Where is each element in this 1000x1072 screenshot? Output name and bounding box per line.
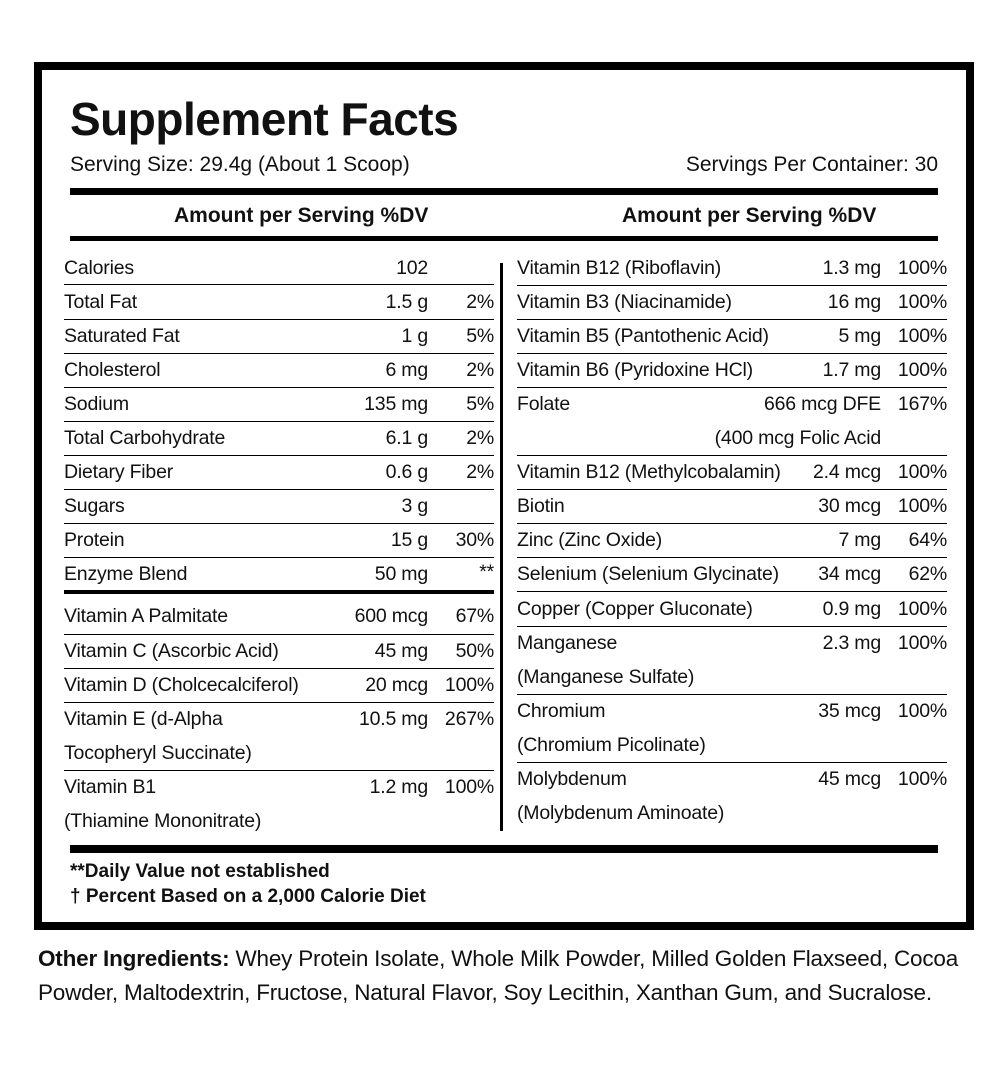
nutrient-row [517, 388, 947, 456]
nutrient-amount: 135 mg [364, 393, 428, 415]
nutrient-name: Enzyme Blend [64, 563, 188, 585]
nutrient-name: Total Carbohydrate [64, 427, 226, 449]
nutrient-dv: 2% [466, 359, 494, 381]
nutrient-amount: 50 mg [374, 563, 428, 585]
nutrient-row [517, 558, 947, 592]
nutrient-dv: 100% [897, 768, 947, 790]
top-thick-rule [70, 188, 938, 195]
supplement-facts-panel [34, 62, 974, 930]
nutrient-row [517, 354, 947, 388]
nutrient-name: Chromium [517, 700, 606, 722]
nutrient-name: Vitamin B3 (Niacinamide) [517, 291, 732, 313]
nutrient-amount: 10.5 mg [358, 708, 428, 730]
nutrient-name: Vitamin A Palmitate [64, 605, 228, 627]
column-divider [500, 263, 503, 831]
nutrient-dv: 100% [897, 598, 947, 620]
nutrient-row [64, 490, 494, 524]
nutrient-name: Saturated Fat [64, 325, 180, 347]
nutrient-row [517, 252, 947, 286]
nutrient-amount: 3 g [401, 495, 428, 517]
other-ingredients-text: Whey Protein Isolate, Whole Milk Powder, Milled Golden Flaxseed, Cocoa Powder, Maltodextrin, Fructose, Natural Flavor, Soy Lecithin, Xanthan Gum, and Sucralose. [38, 946, 959, 1005]
footer-thick-rule [70, 845, 938, 853]
nutrient-amount: 600 mcg [354, 605, 428, 627]
nutrient-row [64, 595, 494, 635]
nutrient-row [64, 635, 494, 669]
nutrient-name: Molybdenum [517, 768, 627, 790]
nutrient-amount: 7 mg [838, 529, 881, 551]
nutrient-name-line2: Tocopheryl Succinate) [64, 742, 252, 764]
nutrient-amount: 35 mcg [818, 700, 881, 722]
nutrient-name: Calories [64, 257, 134, 279]
nutrient-row [64, 669, 494, 703]
nutrient-row [517, 592, 947, 627]
nutrient-row [64, 354, 494, 388]
nutrient-row [64, 286, 494, 320]
nutrient-name: Vitamin B6 (Pyridoxine HCl) [517, 359, 753, 381]
nutrient-amount: 34 mcg [818, 563, 881, 585]
nutrient-amount: 45 mg [374, 640, 428, 662]
nutrient-name: Protein [64, 529, 125, 551]
nutrient-name-line2: (Molybdenum Aminoate) [517, 802, 725, 824]
serving-size: Serving Size: 29.4g (About 1 Scoop) [70, 153, 410, 176]
nutrient-dv: ** [479, 561, 494, 583]
nutrient-dv: 50% [455, 640, 494, 662]
nutrient-name: Vitamin D (Cholcecalciferol) [64, 674, 299, 696]
right-header-dv: %DV [828, 204, 877, 227]
left-header-amount: Amount per Serving [174, 204, 375, 227]
nutrient-row [64, 703, 494, 771]
nutrient-row [517, 490, 947, 524]
nutrient-amount: 1.2 mg [369, 776, 428, 798]
nutrient-amount: 16 mg [827, 291, 881, 313]
nutrient-row [517, 456, 947, 490]
nutrient-amount: 1.7 mg [822, 359, 881, 381]
nutrient-name: Folate [517, 393, 570, 415]
nutrient-row [517, 763, 947, 831]
nutrient-amount: 666 mcg DFE [763, 393, 881, 415]
nutrient-name: Vitamin B12 (Riboflavin) [517, 257, 722, 279]
nutrient-row [517, 695, 947, 763]
nutrient-name: Manganese [517, 632, 618, 654]
nutrient-row [64, 320, 494, 354]
nutrient-name-line2: (Manganese Sulfate) [517, 666, 695, 688]
nutrient-dv: 100% [897, 291, 947, 313]
footnote-percent-based: † Percent Based on a 2,000 Calorie Diet [70, 886, 426, 907]
nutrient-amount: 45 mcg [818, 768, 881, 790]
nutrient-dv: 2% [466, 427, 494, 449]
nutrient-amount: 1 g [401, 325, 428, 347]
nutrient-dv: 100% [444, 674, 494, 696]
nutrient-name: Dietary Fiber [64, 461, 174, 483]
nutrient-row [64, 252, 494, 285]
nutrient-amount: 1.3 mg [822, 257, 881, 279]
nutrient-name-line2: (Chromium Picolinate) [517, 734, 706, 756]
nutrient-dv: 2% [466, 461, 494, 483]
nutrient-name: Cholesterol [64, 359, 161, 381]
nutrient-dv: 62% [908, 563, 947, 585]
nutrient-name: Zinc (Zinc Oxide) [517, 529, 663, 551]
nutrient-dv: 5% [466, 393, 494, 415]
nutrient-dv: 100% [897, 257, 947, 279]
nutrient-amount: 30 mcg [818, 495, 881, 517]
nutrient-name: Vitamin E (d-Alpha [64, 708, 223, 730]
nutrient-row [517, 524, 947, 558]
nutrient-name: Biotin [517, 495, 565, 517]
other-ingredients [38, 942, 968, 1010]
nutrient-row [517, 320, 947, 354]
nutrient-dv: 67% [455, 605, 494, 627]
nutrient-dv: 30% [455, 529, 494, 551]
nutrient-dv: 167% [897, 393, 947, 415]
nutrient-dv: 100% [897, 495, 947, 517]
nutrient-name-line2: (Thiamine Mononitrate) [64, 810, 262, 832]
nutrient-amount: 6 mg [385, 359, 428, 381]
nutrient-name: Vitamin B12 (Methylcobalamin) [517, 461, 781, 483]
nutrient-amount: 2.4 mcg [813, 461, 881, 483]
nutrient-dv: 64% [908, 529, 947, 551]
nutrient-row [517, 627, 947, 695]
servings-per-container: Servings Per Container: 30 [685, 153, 938, 176]
other-ingredients-label: Other Ingredients: [38, 946, 230, 971]
nutrient-row [64, 771, 494, 839]
nutrient-amount-line2: (400 mcg Folic Acid [714, 427, 881, 449]
nutrient-dv: 100% [897, 461, 947, 483]
nutrient-row [64, 558, 494, 594]
nutrient-name: Total Fat [64, 291, 137, 313]
nutrient-name: Sodium [64, 393, 129, 415]
nutrient-row [64, 422, 494, 456]
nutrient-amount: 5 mg [838, 325, 881, 347]
nutrient-dv: 5% [466, 325, 494, 347]
nutrient-row [64, 388, 494, 422]
nutrient-amount: 2.3 mg [822, 632, 881, 654]
left-column-header [174, 203, 428, 229]
nutrient-dv: 267% [444, 708, 494, 730]
nutrient-dv: 100% [897, 325, 947, 347]
nutrient-dv: 100% [897, 359, 947, 381]
nutrient-name: Vitamin C (Ascorbic Acid) [64, 640, 279, 662]
nutrient-amount: 0.6 g [385, 461, 428, 483]
nutrient-amount: 102 [396, 257, 428, 279]
nutrient-dv: 100% [897, 700, 947, 722]
nutrient-dv: 100% [444, 776, 494, 798]
panel-title: Supplement Facts [70, 93, 459, 145]
nutrient-amount: 15 g [390, 529, 428, 551]
nutrient-name: Selenium (Selenium Glycinate) [517, 563, 779, 585]
nutrient-row [64, 524, 494, 558]
nutrient-dv: 2% [466, 291, 494, 313]
nutrient-row [64, 456, 494, 490]
right-column-header [622, 203, 876, 229]
left-header-dv: %DV [380, 204, 429, 227]
nutrient-name: Copper (Copper Gluconate) [517, 598, 753, 620]
nutrient-row [517, 286, 947, 320]
nutrient-name: Sugars [64, 495, 125, 517]
nutrient-amount: 0.9 mg [822, 598, 881, 620]
nutrient-amount: 1.5 g [385, 291, 428, 313]
footnote-daily-value: **Daily Value not established [70, 861, 330, 882]
nutrient-name: Vitamin B1 [64, 776, 156, 798]
right-header-amount: Amount per Serving [622, 204, 823, 227]
nutrient-amount: 6.1 g [385, 427, 428, 449]
nutrient-dv: 100% [897, 632, 947, 654]
nutrient-amount: 20 mcg [365, 674, 428, 696]
header-rule [70, 236, 938, 241]
nutrient-name: Vitamin B5 (Pantothenic Acid) [517, 325, 769, 347]
